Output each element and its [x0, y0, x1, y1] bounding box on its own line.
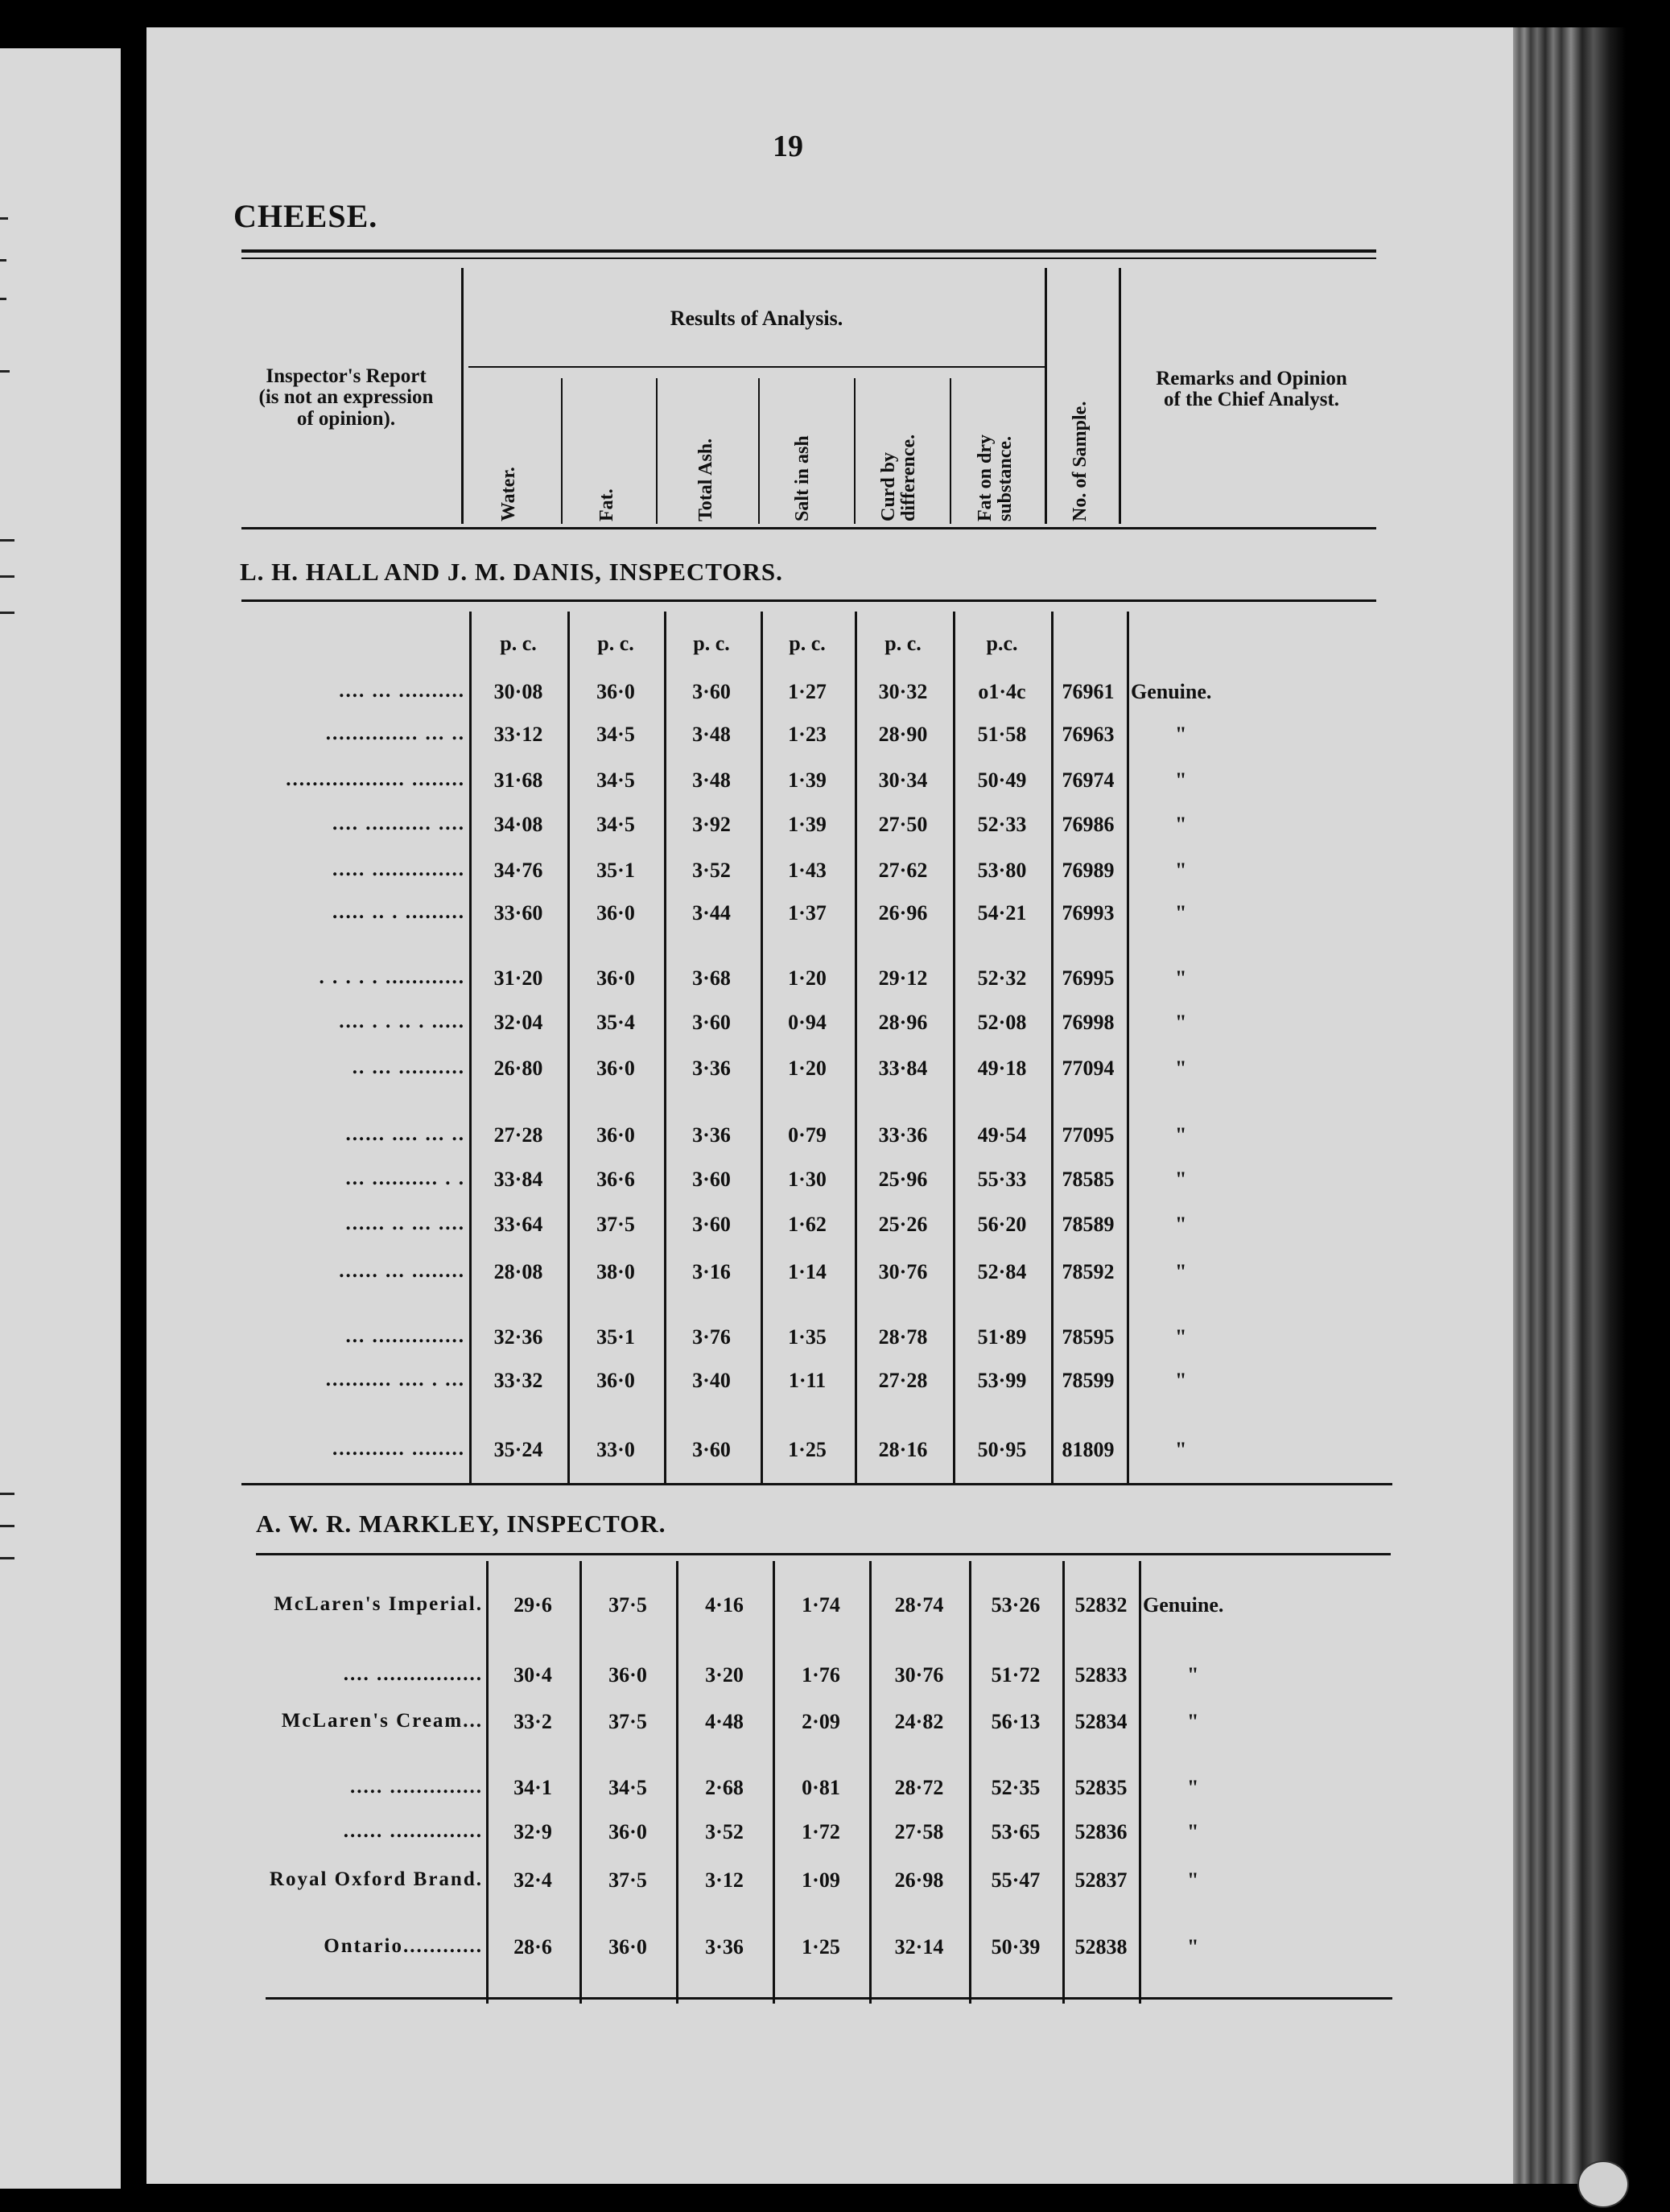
remark-cell: " — [1175, 1325, 1187, 1349]
value-cell: 52·35 — [991, 1776, 1041, 1799]
value-cell: 3·36 — [692, 1057, 731, 1080]
value-cell: 34·5 — [608, 1776, 647, 1799]
sample-number: 81809 — [1062, 1438, 1115, 1461]
sample-number: 78599 — [1062, 1369, 1115, 1392]
value-cell: 36·0 — [596, 680, 635, 703]
document-page — [146, 27, 1515, 2184]
value-cell: 28·16 — [878, 1438, 928, 1461]
row-label: ..... .............. — [332, 859, 465, 880]
header-divider — [561, 378, 563, 524]
header-divider — [758, 378, 760, 524]
row-label: ........... ........ — [332, 1438, 465, 1460]
value-cell: 1·35 — [788, 1325, 827, 1349]
value-cell: 33·2 — [513, 1710, 552, 1733]
row-label: .... ................ — [343, 1663, 483, 1685]
row-label: McLaren's Cream... — [281, 1710, 483, 1732]
page-title: CHEESE. — [233, 198, 378, 234]
value-cell: 3·52 — [692, 859, 731, 882]
remark-cell: " — [1187, 1868, 1199, 1892]
header-bottom-rule — [241, 527, 1376, 529]
bottom-rule — [266, 1997, 1392, 2000]
value-cell: 1·14 — [788, 1260, 827, 1283]
value-cell: 3·36 — [705, 1935, 744, 1959]
sample-number: 52832 — [1074, 1593, 1128, 1617]
value-cell: 2·09 — [802, 1710, 840, 1733]
value-cell: 49·18 — [977, 1057, 1027, 1080]
value-cell: 1·37 — [788, 901, 827, 925]
sample-number: 77094 — [1062, 1057, 1115, 1080]
sample-number: 52833 — [1074, 1663, 1128, 1687]
value-cell: 35·24 — [493, 1438, 543, 1461]
sample-number: 78592 — [1062, 1260, 1115, 1283]
results-of-analysis-header: Results of Analysis. — [670, 307, 843, 330]
value-cell: 32·14 — [894, 1935, 944, 1959]
value-cell: 1·27 — [788, 680, 827, 703]
value-cell: 35·1 — [596, 859, 635, 882]
value-cell: 33·84 — [493, 1168, 543, 1191]
value-cell: 1·23 — [788, 723, 827, 746]
row-label: ...... .... ... .. — [345, 1123, 465, 1145]
value-cell: 3·92 — [692, 813, 731, 836]
value-cell: 27·50 — [878, 813, 928, 836]
value-cell: 36·6 — [596, 1168, 635, 1191]
row-label: .. ... .......... — [352, 1057, 465, 1078]
value-cell: 38·0 — [596, 1260, 635, 1283]
unit-label: p. c. — [500, 632, 537, 655]
value-cell: 28·6 — [513, 1935, 552, 1959]
value-cell: 32·36 — [493, 1325, 543, 1349]
remark-cell: Genuine. — [1131, 680, 1212, 703]
water-header: Water. — [498, 467, 519, 521]
results-underline — [468, 366, 1045, 368]
row-label: Ontario............ — [324, 1935, 483, 1957]
value-cell: 33·60 — [493, 901, 543, 925]
header-divider — [461, 268, 464, 524]
sample-number: 76995 — [1062, 966, 1115, 990]
value-cell: 1·72 — [802, 1820, 840, 1843]
section-heading: A. W. R. MARKLEY, INSPECTOR. — [256, 1510, 666, 1538]
sample-number: 76961 — [1062, 680, 1115, 703]
value-cell: 1·11 — [788, 1369, 827, 1392]
sample-number: 52835 — [1074, 1776, 1128, 1799]
value-cell: 27·58 — [894, 1820, 944, 1843]
value-cell: 3·76 — [692, 1325, 731, 1349]
value-cell: 1·30 — [788, 1168, 827, 1191]
section-heading: L. H. HALL AND J. M. DANIS, INSPECTORS. — [240, 558, 783, 586]
value-cell: 36·0 — [596, 1369, 635, 1392]
value-cell: 1·20 — [788, 1057, 827, 1080]
sample-number: 52837 — [1074, 1868, 1128, 1892]
value-cell: 0·79 — [788, 1123, 827, 1147]
sample-number: 76993 — [1062, 901, 1115, 925]
column-line — [869, 1561, 872, 2004]
remark-cell: " — [1187, 1710, 1199, 1733]
value-cell: 1·62 — [788, 1213, 827, 1236]
value-cell: 3·48 — [692, 768, 731, 792]
section-rule — [256, 1553, 1391, 1555]
value-cell: 50·39 — [991, 1935, 1041, 1959]
top-rule — [241, 249, 1376, 253]
remark-cell: " — [1175, 966, 1187, 990]
value-cell: 1·74 — [802, 1593, 840, 1617]
remark-cell: " — [1175, 859, 1187, 882]
value-cell: 34·76 — [493, 859, 543, 882]
row-label: ... .......... . . — [345, 1168, 465, 1189]
value-cell: 24·82 — [894, 1710, 944, 1733]
value-cell: 3·60 — [692, 1168, 731, 1191]
sample-number: 76974 — [1062, 768, 1115, 792]
value-cell: 32·9 — [513, 1820, 552, 1843]
value-cell: 30·34 — [878, 768, 928, 792]
fat-dry-header: Fat on dry substance. — [975, 435, 1016, 521]
sample-number: 76998 — [1062, 1011, 1115, 1034]
value-cell: 36·0 — [596, 1057, 635, 1080]
value-cell: 0·94 — [788, 1011, 827, 1034]
row-label: ...... ... ........ — [339, 1260, 465, 1282]
remarks-header: Remarks and Opinion of the Chief Analyst. — [1156, 368, 1347, 411]
value-cell: 50·95 — [977, 1438, 1027, 1461]
remark-cell: " — [1175, 1168, 1187, 1191]
sample-number: 77095 — [1062, 1123, 1115, 1147]
remark-cell: " — [1175, 1123, 1187, 1147]
value-cell: 30·32 — [878, 680, 928, 703]
value-cell: 53·65 — [991, 1820, 1041, 1843]
value-cell: 33·12 — [493, 723, 543, 746]
value-cell: 53·99 — [977, 1369, 1027, 1392]
header-divider — [1119, 268, 1121, 524]
remark-cell: " — [1175, 901, 1187, 925]
value-cell: 1·20 — [788, 966, 827, 990]
value-cell: 3·40 — [692, 1369, 731, 1392]
remark-cell: " — [1175, 1438, 1187, 1461]
value-cell: 1·25 — [802, 1935, 840, 1959]
value-cell: 28·90 — [878, 723, 928, 746]
row-label: . . . . . ............ — [319, 966, 465, 988]
value-cell: 36·0 — [608, 1820, 647, 1843]
value-cell: 29·12 — [878, 966, 928, 990]
value-cell: 33·64 — [493, 1213, 543, 1236]
row-label: ... .............. — [345, 1325, 465, 1347]
value-cell: 36·0 — [596, 1123, 635, 1147]
value-cell: 32·04 — [493, 1011, 543, 1034]
row-label: Royal Oxford Brand. — [269, 1868, 483, 1890]
value-cell: 3·60 — [692, 1011, 731, 1034]
value-cell: 30·4 — [513, 1663, 552, 1687]
value-cell: 56·20 — [977, 1213, 1027, 1236]
value-cell: 36·0 — [596, 901, 635, 925]
value-cell: 3·68 — [692, 966, 731, 990]
value-cell: 52·08 — [977, 1011, 1027, 1034]
value-cell: 52·33 — [977, 813, 1027, 836]
value-cell: 28·08 — [493, 1260, 543, 1283]
remark-cell: " — [1175, 1057, 1187, 1080]
sample-number: 78589 — [1062, 1213, 1115, 1236]
value-cell: 35·1 — [596, 1325, 635, 1349]
value-cell: 31·20 — [493, 966, 543, 990]
header-divider — [950, 378, 951, 524]
remark-cell: " — [1175, 768, 1187, 792]
value-cell: 3·48 — [692, 723, 731, 746]
row-label: .............. ... .. — [325, 723, 465, 744]
row-label: .... .......... .... — [332, 813, 465, 834]
row-label: ..... .............. — [350, 1776, 483, 1798]
remark-cell: " — [1187, 1663, 1199, 1687]
value-cell: 32·4 — [513, 1868, 552, 1892]
total-ash-header: Total Ash. — [695, 438, 716, 521]
value-cell: 51·72 — [991, 1663, 1041, 1687]
value-cell: 33·84 — [878, 1057, 928, 1080]
header-divider — [1045, 268, 1047, 524]
remark-cell: " — [1175, 1213, 1187, 1236]
value-cell: 27·28 — [878, 1369, 928, 1392]
value-cell: 34·5 — [596, 768, 635, 792]
book-spine — [1513, 27, 1626, 2184]
remark-cell: " — [1175, 1011, 1187, 1034]
value-cell: 34·5 — [596, 723, 635, 746]
scan-stamp — [1577, 2161, 1629, 2208]
value-cell: 4·48 — [705, 1710, 744, 1733]
remark-cell: " — [1187, 1820, 1199, 1843]
value-cell: 3·52 — [705, 1820, 744, 1843]
value-cell: 54·21 — [977, 901, 1027, 925]
value-cell: 26·98 — [894, 1868, 944, 1892]
remark-cell: " — [1187, 1776, 1199, 1799]
value-cell: 3·60 — [692, 1438, 731, 1461]
sample-number: 76989 — [1062, 859, 1115, 882]
row-label: ...... .............. — [343, 1820, 483, 1842]
value-cell: 52·32 — [977, 966, 1027, 990]
value-cell: 1·43 — [788, 859, 827, 882]
sample-number: 76986 — [1062, 813, 1115, 836]
unit-label: p. c. — [884, 632, 922, 655]
value-cell: 52·84 — [977, 1260, 1027, 1283]
value-cell: 37·5 — [608, 1868, 647, 1892]
value-cell: 26·80 — [493, 1057, 543, 1080]
row-label: .... ... .......... — [339, 680, 465, 702]
value-cell: 33·0 — [596, 1438, 635, 1461]
unit-label: p.c. — [986, 632, 1018, 655]
value-cell: 25·96 — [878, 1168, 928, 1191]
value-cell: 3·20 — [705, 1663, 744, 1687]
value-cell: 3·16 — [692, 1260, 731, 1283]
value-cell: 53·80 — [977, 859, 1027, 882]
value-cell: 33·32 — [493, 1369, 543, 1392]
remark-cell: " — [1175, 813, 1187, 836]
value-cell: 33·36 — [878, 1123, 928, 1147]
value-cell: 28·78 — [878, 1325, 928, 1349]
value-cell: 25·26 — [878, 1213, 928, 1236]
curd-header: Curd by difference. — [878, 434, 920, 521]
value-cell: 49·54 — [977, 1123, 1027, 1147]
value-cell: 29·6 — [513, 1593, 552, 1617]
value-cell: 50·49 — [977, 768, 1027, 792]
value-cell: 36·0 — [608, 1663, 647, 1687]
value-cell: 27·62 — [878, 859, 928, 882]
page-number: 19 — [773, 130, 803, 163]
value-cell: 1·39 — [788, 768, 827, 792]
value-cell: 55·33 — [977, 1168, 1027, 1191]
row-label: McLaren's Imperial. — [274, 1593, 483, 1615]
value-cell: 1·25 — [788, 1438, 827, 1461]
sample-number: 52834 — [1074, 1710, 1128, 1733]
value-cell: 3·60 — [692, 680, 731, 703]
value-cell: 34·08 — [493, 813, 543, 836]
sample-number-header: No. of Sample. — [1070, 401, 1091, 521]
value-cell: 28·72 — [894, 1776, 944, 1799]
value-cell: 31·68 — [493, 768, 543, 792]
value-cell: 53·26 — [991, 1593, 1041, 1617]
remark-cell: Genuine. — [1143, 1593, 1224, 1617]
inspector-report-header: Inspector's Report (is not an expression of opinion). — [258, 365, 434, 430]
row-label: ...... .. ... .... — [345, 1213, 465, 1234]
top-rule-thin — [241, 257, 1376, 259]
sample-number: 52836 — [1074, 1820, 1128, 1843]
value-cell: 1·09 — [802, 1868, 840, 1892]
remark-cell: " — [1175, 1260, 1187, 1283]
value-cell: 0·81 — [802, 1776, 840, 1799]
value-cell: 37·5 — [608, 1710, 647, 1733]
row-label: ..... .. . ......... — [332, 901, 465, 923]
value-cell: 30·08 — [493, 680, 543, 703]
salt-header: Salt in ash — [792, 435, 813, 521]
value-cell: 34·5 — [596, 813, 635, 836]
sample-number: 78595 — [1062, 1325, 1115, 1349]
remark-cell: " — [1175, 723, 1187, 746]
value-cell: 55·47 — [991, 1868, 1041, 1892]
value-cell: 30·76 — [894, 1663, 944, 1687]
section-rule — [241, 599, 1376, 602]
remark-cell: " — [1187, 1935, 1199, 1959]
value-cell: 28·74 — [894, 1593, 944, 1617]
value-cell: 51·89 — [977, 1325, 1027, 1349]
value-cell: 3·12 — [705, 1868, 744, 1892]
facing-page-edge — [0, 48, 121, 2189]
row-label: .................. ........ — [286, 768, 465, 790]
remark-cell: " — [1175, 1369, 1187, 1392]
value-cell: 36·0 — [596, 966, 635, 990]
fat-header: Fat. — [596, 488, 617, 521]
value-cell: 26·96 — [878, 901, 928, 925]
value-cell: 3·44 — [692, 901, 731, 925]
value-cell: 34·1 — [513, 1776, 552, 1799]
value-cell: 1·39 — [788, 813, 827, 836]
value-cell: 30·76 — [878, 1260, 928, 1283]
value-cell: 3·36 — [692, 1123, 731, 1147]
sample-number: 78585 — [1062, 1168, 1115, 1191]
value-cell: 28·96 — [878, 1011, 928, 1034]
value-cell: 3·60 — [692, 1213, 731, 1236]
value-cell: 2·68 — [705, 1776, 744, 1799]
row-label: .......... .... . ... — [325, 1369, 465, 1390]
sample-number: 76963 — [1062, 723, 1115, 746]
sample-number: 52838 — [1074, 1935, 1128, 1959]
value-cell: o1·4c — [978, 680, 1026, 703]
value-cell: 56·13 — [991, 1710, 1041, 1733]
value-cell: 37·5 — [608, 1593, 647, 1617]
value-cell: 4·16 — [705, 1593, 744, 1617]
header-divider — [656, 378, 658, 524]
section-rule — [241, 1483, 1392, 1485]
value-cell: 36·0 — [608, 1935, 647, 1959]
value-cell: 1·76 — [802, 1663, 840, 1687]
row-label: .... . . .. . ..... — [339, 1011, 465, 1032]
value-cell: 35·4 — [596, 1011, 635, 1034]
header-divider — [854, 378, 856, 524]
unit-label: p. c. — [597, 632, 634, 655]
unit-label: p. c. — [789, 632, 826, 655]
value-cell: 27·28 — [493, 1123, 543, 1147]
value-cell: 51·58 — [977, 723, 1027, 746]
unit-label: p. c. — [693, 632, 730, 655]
value-cell: 37·5 — [596, 1213, 635, 1236]
